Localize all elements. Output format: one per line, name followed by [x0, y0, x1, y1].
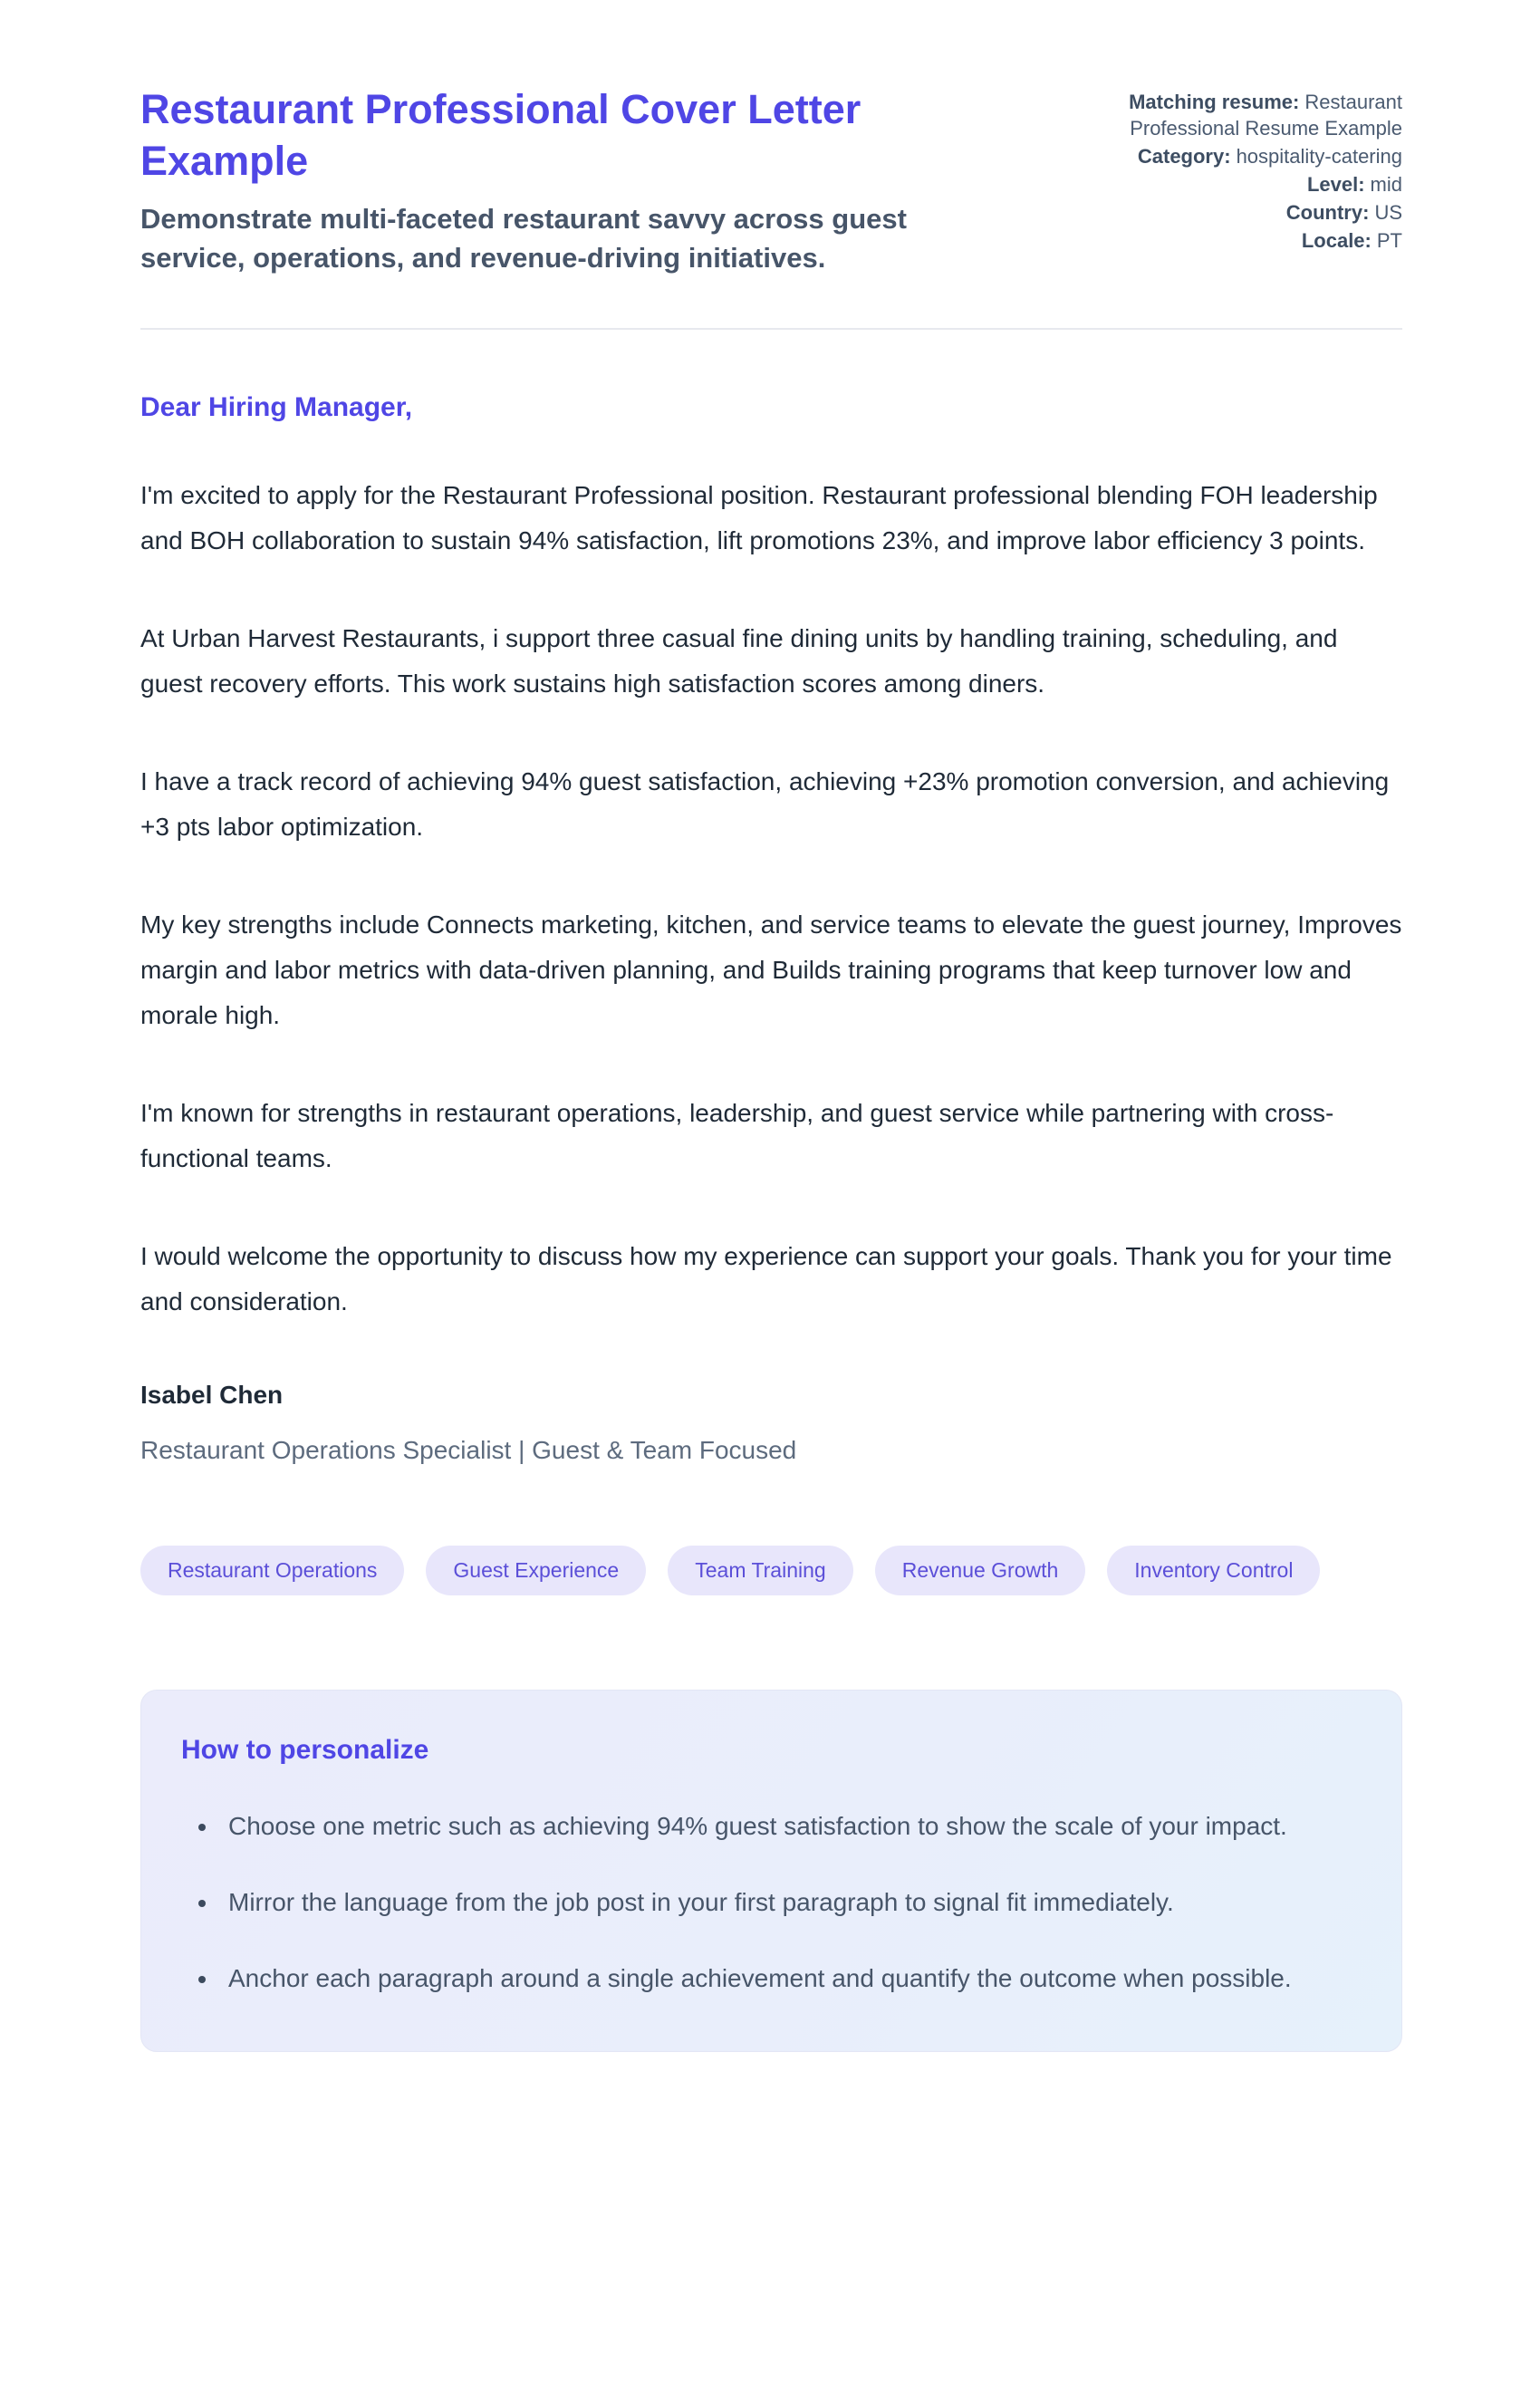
letter-paragraph: I'm excited to apply for the Restaurant Professional position. Restaurant professional blending FOH leadership and BOH collaboration to sustain 94% satisfaction, lift promotions 23%, and improve labor efficiency 3 points. [140, 481, 1378, 554]
header-title-block [140, 83, 992, 277]
letter-paragraph: I would welcome the opportunity to discuss how my experience can support your goals. Thank you for your time and consideration. [140, 1242, 1392, 1315]
meta-locale [1103, 227, 1402, 254]
letter-paragraph: I have a track record of achieving 94% guest satisfaction, achieving +23% promotion conversion, and achieving +3 pts labor optimization. [140, 767, 1390, 841]
meta-category-value: hospitality-catering [1236, 145, 1402, 168]
personalize-tip: • Anchor each paragraph around a single achievement and quantify the outcome when possible. [219, 1955, 1354, 2002]
letter-greeting: Dear Hiring Manager, [140, 392, 413, 422]
tag-guest-experience[interactable]: Guest Experience [426, 1546, 646, 1595]
meta-category-label: Category: [1137, 145, 1231, 168]
personalize-heading: How to personalize [181, 1735, 429, 1765]
personalize-card [140, 1690, 1402, 2052]
resume-meta [1103, 83, 1402, 255]
meta-matching-resume [1103, 89, 1402, 141]
personalize-tip: • Choose one metric such as achieving 94% guest satisfaction to show the scale of your impact. [219, 1803, 1354, 1850]
personalize-tip-list [181, 1803, 1354, 2002]
tag-inventory-control[interactable]: Inventory Control [1107, 1546, 1320, 1595]
signature-block [140, 1377, 1402, 1468]
header-divider [140, 328, 1402, 330]
meta-matching-resume-label: Matching resume: [1129, 91, 1300, 113]
letter-paragraph: My key strengths include Connects marketing, kitchen, and service teams to elevate the guest journey, Improves margin and labor metrics with data-driven planning, and Builds training programs that keep turnover low and morale high. [140, 910, 1402, 1029]
meta-country-label: Country: [1285, 201, 1370, 224]
meta-matching-resume-value: Restaurant Professional Resume Example [1130, 91, 1402, 140]
meta-country-value: US [1374, 201, 1402, 224]
letter-body [140, 473, 1402, 1325]
meta-level [1103, 171, 1402, 198]
page-subtitle: Demonstrate multi-faceted restaurant savvy across guest service, operations, and revenue-driving initiatives. [140, 203, 907, 274]
meta-level-label: Level: [1306, 173, 1365, 196]
signature-name: Isabel Chen [140, 1381, 284, 1409]
signature-title: Restaurant Operations Specialist | Guest & Team Focused [140, 1436, 797, 1464]
header [140, 83, 1402, 277]
meta-locale-value: PT [1376, 229, 1402, 252]
meta-level-value: mid [1370, 173, 1402, 196]
tag-restaurant-operations[interactable]: Restaurant Operations [140, 1546, 404, 1595]
letter-paragraph: I'm known for strengths in restaurant operations, leadership, and guest service while partnering with cross-functional teams. [140, 1099, 1334, 1172]
tag-list [140, 1546, 1402, 1595]
page-title: Restaurant Professional Cover Letter Example [140, 86, 861, 184]
meta-locale-label: Locale: [1301, 229, 1372, 252]
letter-paragraph: At Urban Harvest Restaurants, i support three casual fine dining units by handling training, scheduling, and guest recovery efforts. This work sustains high satisfaction scores among diners. [140, 624, 1338, 698]
meta-country [1103, 199, 1402, 226]
tag-team-training[interactable]: Team Training [668, 1546, 852, 1595]
meta-category [1103, 143, 1402, 169]
tag-revenue-growth[interactable]: Revenue Growth [875, 1546, 1086, 1595]
personalize-tip: • Mirror the language from the job post in your first paragraph to signal fit immediately. [219, 1879, 1354, 1926]
